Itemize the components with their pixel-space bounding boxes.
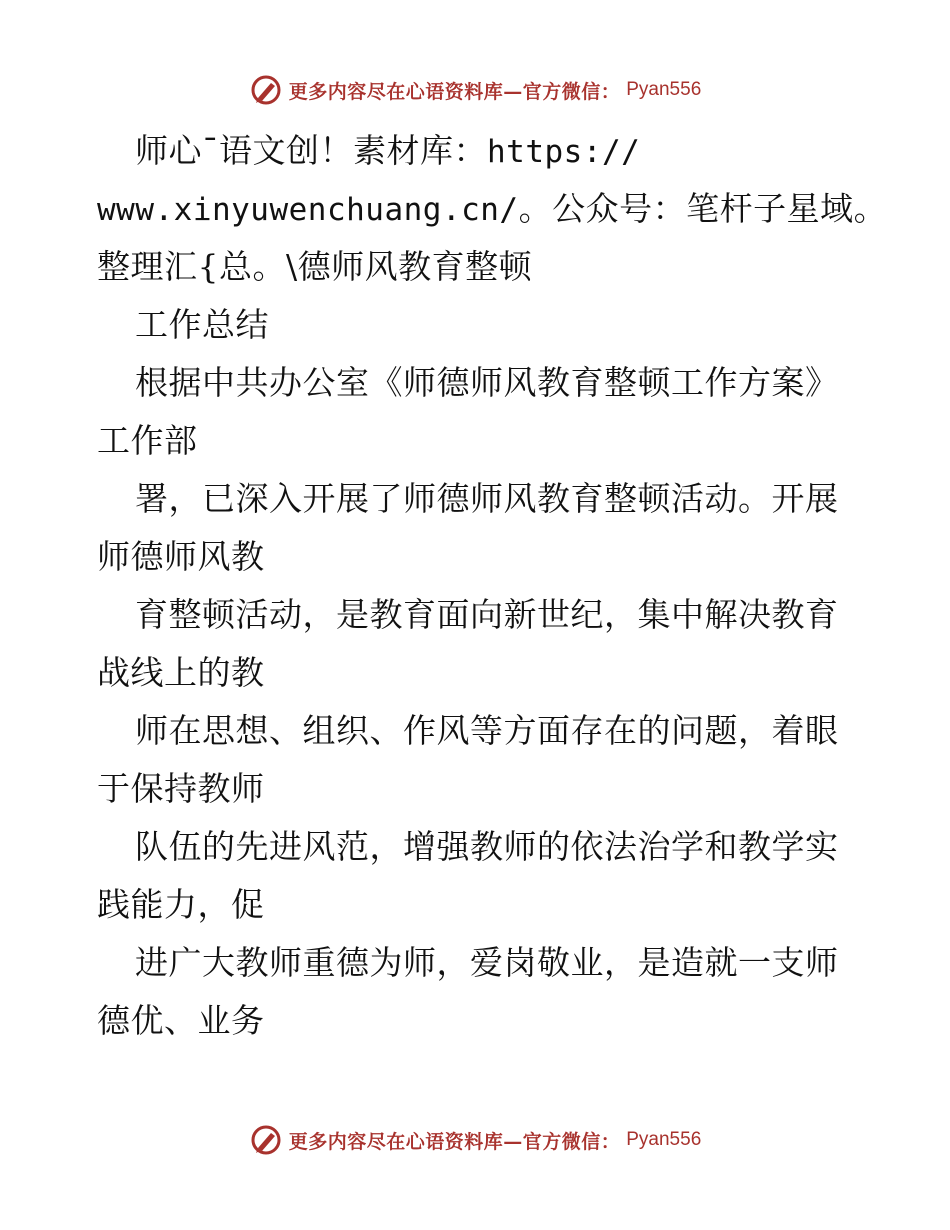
header-banner-wechat: Pyan556 xyxy=(626,79,702,100)
footer-banner-text: 更多内容尽在心语资料库—官方微信： xyxy=(288,1130,621,1153)
text-line: 整理汇{总。\德师风教育整顿 xyxy=(97,247,533,286)
pen-logo-icon xyxy=(249,73,283,107)
text-line: 师在思想、组织、作风等方面存在的问题，着眼 xyxy=(135,711,839,750)
text-line: 战线上的教 xyxy=(97,653,265,692)
text-line xyxy=(97,122,857,180)
text-line: 队伍的先进风范，增强教师的依法治学和教学实 xyxy=(135,827,839,866)
text-segment: 师心¯语文创！素材库： xyxy=(135,131,487,170)
footer-banner xyxy=(0,1120,950,1160)
section-title: 工作总结 xyxy=(135,305,269,344)
pen-logo-icon xyxy=(249,1123,283,1157)
url-segment: https:// xyxy=(487,134,641,170)
document-body xyxy=(97,122,888,1050)
text-line: 根据中共办公室《师德师风教育整顿工作方案》 xyxy=(135,363,839,402)
url-segment: www.xinyuwenchuang.cn/ xyxy=(97,192,519,228)
text-line: 工作部 xyxy=(97,421,198,460)
text-line xyxy=(97,180,888,238)
header-banner-text: 更多内容尽在心语资料库—官方微信： xyxy=(288,80,621,103)
text-line: 于保持教师 xyxy=(97,769,265,808)
header-banner xyxy=(0,70,950,110)
text-line: 署，已深入开展了师德师风教育整顿活动。开展 xyxy=(135,479,839,518)
text-line: 践能力，促 xyxy=(97,885,265,924)
text-line: 师德师风教 xyxy=(97,537,265,576)
footer-banner-wechat: Pyan556 xyxy=(626,1129,702,1150)
text-line: 育整顿活动，是教育面向新世纪，集中解决教育 xyxy=(135,595,839,634)
text-line: 进广大教师重德为师，爱岗敬业，是造就一支师 xyxy=(135,943,839,982)
text-segment: 。公众号：笔杆子星域。 xyxy=(518,189,888,228)
text-line: 德优、业务 xyxy=(97,1001,265,1040)
